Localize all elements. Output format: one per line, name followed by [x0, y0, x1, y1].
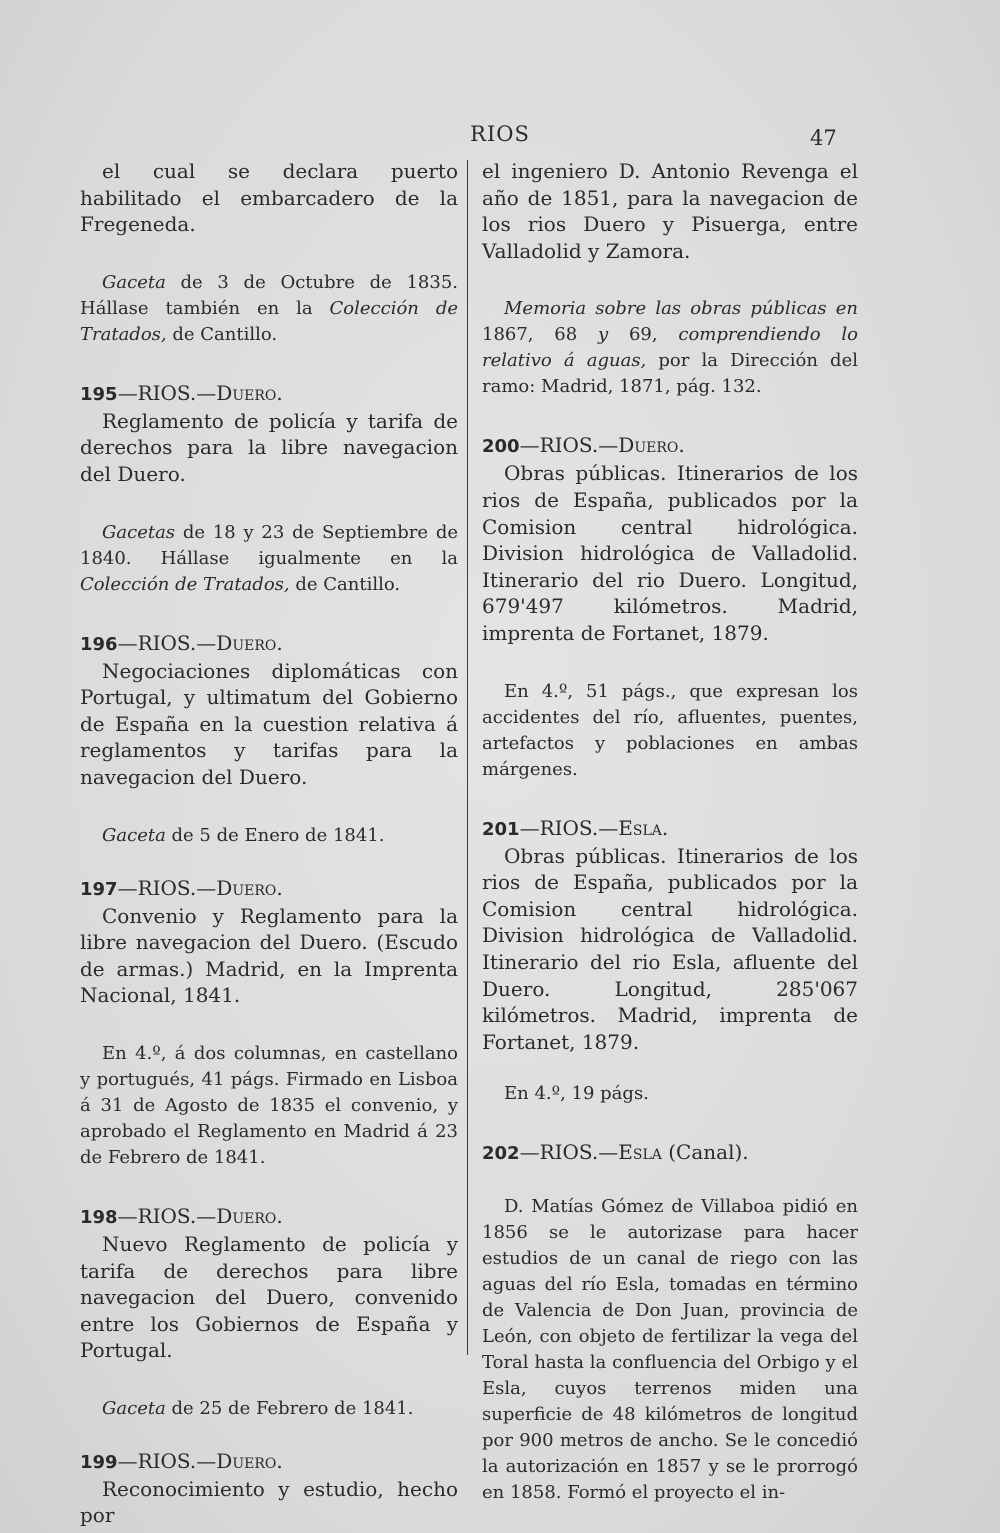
- entry-heading: —RIOS.—: [519, 433, 619, 458]
- entry-201-note: En 4.º, 19 págs.: [504, 1083, 649, 1105]
- ref-text: de 3 de Octubre de 1835. Hállase también en la: [80, 271, 458, 319]
- running-title: RIOS: [470, 122, 530, 146]
- entry-202-heading: [482, 1139, 858, 1167]
- entry-196-heading: [80, 630, 458, 658]
- entry-heading: —RIOS.—: [117, 380, 217, 405]
- entry-197-heading: [80, 875, 458, 903]
- entry-number: 200: [482, 436, 520, 458]
- entry-subject: Duero.: [216, 875, 283, 900]
- entry-197-note: En 4.º, á dos columnas, en castellano y portugués, 41 págs. Firmado en Lisboa á 31 de Agosto de 1835 el convenio, y aprobado el Reglamento en Madrid á 23 de Febrero de 1841.: [80, 1042, 458, 1168]
- ref-source: Gaceta: [102, 824, 166, 846]
- entry-195-heading: [80, 380, 458, 408]
- entry-number: 197: [80, 878, 118, 900]
- entry-198-reference: [80, 1396, 458, 1422]
- entry-200-note: En 4.º, 51 págs., que expresan los accidentes del río, afluentes, puentes, artefactos y poblaciones en ambas márgenes.: [482, 680, 858, 780]
- entry-subject: Esla.: [618, 815, 669, 840]
- entry-heading: —RIOS.—: [117, 630, 217, 655]
- ref-text: y: [598, 324, 609, 346]
- ref-text: de 5 de Enero de 1841.: [165, 824, 385, 846]
- entry-heading: —RIOS.—: [117, 1203, 217, 1228]
- right-column: [482, 158, 858, 1506]
- entry-subject: Duero.: [216, 1203, 283, 1228]
- entry-195-text: Reglamento de policía y tarifa de derechos para la libre navegacion del Duero.: [80, 408, 458, 486]
- entry-194-continuation: el cual se declara puerto habilitado el embarcadero de la Fregeneda.: [80, 159, 458, 237]
- entry-number: 202: [482, 1143, 520, 1165]
- entry-199-text: Reconocimiento y estudio, hecho por: [80, 1476, 458, 1528]
- ref-text: por la Dirección del ramo: Madrid, 1871, pág. 132.: [482, 350, 858, 398]
- entry-197-text: Convenio y Reglamento para la libre navegacion del Duero. (Escudo de armas.) Madrid, en la Imprenta Nacional, 1841.: [80, 903, 458, 1008]
- ref-collection: Colección de Tratados,: [80, 573, 290, 595]
- entry-heading: —RIOS.—: [117, 875, 217, 900]
- entry-number: 201: [482, 818, 520, 840]
- ref-text: de Cantillo.: [166, 323, 278, 345]
- ref-source: Gaceta: [102, 1397, 166, 1419]
- entry-196-reference: [80, 823, 458, 849]
- entry-subject: Duero.: [618, 433, 685, 458]
- entry-heading: —RIOS.—: [519, 1140, 619, 1165]
- ref-text: de 18 y 23 de Septiembre de 1840. Hállase igualmente en la: [80, 521, 458, 569]
- entry-201-text: Obras públicas. Itinerarios de los rios de España, publicados por la Comision central hidrológica. Division hidrológica de Valladolid. Itinerario del rio Esla, afluente del Duero. Longitud, 285'067 kilómetros. Madrid, imprenta de Fortanet, 1879.: [482, 843, 858, 1054]
- ref-text: de 25 de Febrero de 1841.: [165, 1397, 414, 1419]
- entry-number: 195: [80, 383, 118, 405]
- left-column: [80, 158, 458, 1529]
- ref-source: comprendiendo lo relativo á aguas,: [482, 324, 858, 372]
- entry-subject-qualifier: (Canal).: [661, 1140, 749, 1165]
- entry-number: 198: [80, 1206, 118, 1228]
- ref-text: 69,: [608, 324, 679, 346]
- entry-subject: Duero.: [216, 630, 283, 655]
- ref-text: de Cantillo.: [289, 573, 401, 595]
- entry-number: 199: [80, 1451, 118, 1473]
- ref-source: Gacetas: [102, 521, 176, 543]
- entry-202-text: D. Matías Gómez de Villaboa pidió en 1856 se le autorizase para hacer estudios de un canal de riego con las aguas del río Esla, tomadas en término de Valencia de Don Juan, provincia de León, con objeto de fertilizar la vega del Toral hasta la confluencia del Orbigo y el Esla, cuyos terrenos miden una superficie de 48 kilómetros de longitud por 900 metros de ancho. Se le concedió la autorización en 1857 y se le prorrogó en 1858. Formó el proyecto el in-: [482, 1196, 858, 1504]
- entry-subject: Duero.: [216, 1448, 283, 1473]
- entry-196-text: Negociaciones diplomáticas con Portugal, y ultimatum del Gobierno de España en la cuestion relativa á reglamentos y tarifas para la navegacion del Duero.: [80, 658, 458, 789]
- page-number: 47: [810, 126, 837, 150]
- entry-198-text: Nuevo Reglamento de policía y tarifa de derechos para libre navegacion del Duero, convenido entre los Gobiernos de España y Portugal.: [80, 1231, 458, 1363]
- entry-subject: Esla: [618, 1140, 662, 1165]
- entry-198-heading: [80, 1203, 458, 1231]
- column-divider: [467, 160, 468, 1355]
- entry-heading: —RIOS.—: [117, 1448, 217, 1473]
- ref-source: Gaceta: [102, 271, 166, 293]
- entry-201-heading: [482, 815, 858, 843]
- ref-text: 1867, 68: [482, 324, 598, 346]
- entry-heading: —RIOS.—: [519, 815, 619, 840]
- entry-subject: Duero.: [216, 380, 283, 405]
- entry-200-heading: [482, 432, 858, 460]
- ref-source: Memoria sobre las obras públicas en: [504, 298, 858, 320]
- entry-199-heading: [80, 1448, 458, 1476]
- ref-collection: Colección de Tratados,: [80, 297, 458, 345]
- entry-200-text: Obras públicas. Itinerarios de los rios de España, publicados por la Comision central hidrológica. Division hidrológica de Valladolid. Itinerario del rio Duero. Longitud, 679'497 kilómetros. Madrid, imprenta de Fortanet, 1879.: [482, 461, 858, 645]
- entry-194-reference: [80, 270, 458, 348]
- entry-199-continuation: el ingeniero D. Antonio Revenga el año de 1851, para la navegacion de los rios Duero y Pisuerga, entre Valladolid y Zamora.: [482, 159, 858, 263]
- entry-195-reference: [80, 520, 458, 598]
- entry-number: 196: [80, 633, 118, 655]
- entry-199-reference: [482, 296, 858, 400]
